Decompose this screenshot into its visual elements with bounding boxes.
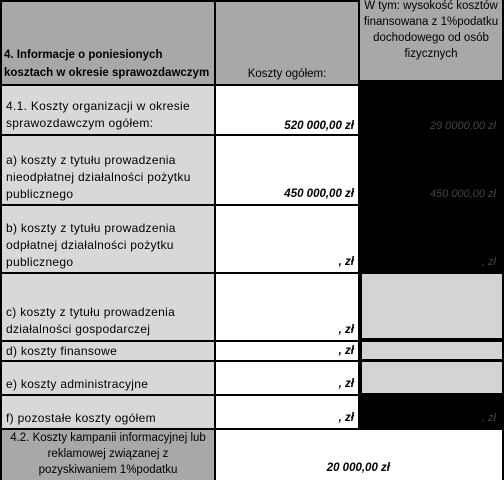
row-other-costs-share[interactable]: , zł bbox=[360, 396, 502, 428]
row-other-costs-label: f) pozostałe koszty ogółem bbox=[2, 396, 214, 428]
row-business-activity-label: c) koszty z tytułu prowadzenia działalności gospodarczej bbox=[2, 274, 214, 340]
row-total-costs-label: 4.1. Koszty organizacji w okresie sprawozdawczym ogółem: bbox=[2, 86, 214, 134]
row-admin-costs-share bbox=[362, 362, 502, 393]
row-business-activity-share bbox=[362, 274, 502, 338]
row-financial-costs-label: d) koszty finansowe bbox=[2, 342, 214, 360]
row-paid-activity-share[interactable]: , zł bbox=[360, 206, 502, 272]
row-paid-activity-value[interactable]: , zł bbox=[216, 206, 358, 272]
row-total-costs-value[interactable]: 520 000,00 zł bbox=[216, 86, 358, 134]
row-unpaid-activity-value[interactable]: 450 000,00 zł bbox=[216, 136, 358, 204]
header-tax-financed: W tym: wysokość kosztów finansowana z 1%podatku dochodowego od osób fizycznych bbox=[360, 0, 502, 80]
row-total-costs-share[interactable]: 29 0000,00 zł bbox=[360, 86, 502, 134]
row-campaign-costs-value[interactable]: 20 000,00 zł bbox=[216, 430, 502, 480]
header-costs-info: 4. Informacje o poniesionych kosztach w okresie sprawozdawczym bbox=[2, 2, 214, 84]
row-campaign-costs-label: 4.2. Koszty kampanii informacyjnej lub reklamowej związanej z pozyskiwaniem 1%podatku bbox=[2, 430, 214, 480]
row-unpaid-activity-share[interactable]: 450 000,00 zł bbox=[360, 136, 502, 204]
row-business-activity-value[interactable]: , zł bbox=[216, 274, 358, 340]
row-financial-costs-value[interactable]: , zł bbox=[216, 342, 358, 360]
row-financial-costs-share bbox=[362, 342, 502, 359]
row-unpaid-activity-label: a) koszty z tytułu prowadzenia nieodpłatnej działalności pożytku publicznego bbox=[2, 136, 214, 204]
row-paid-activity-label: b) koszty z tytułu prowadzenia odpłatnej działalności pożytku publicznego bbox=[2, 206, 214, 272]
header-total-costs: Koszty ogółem: bbox=[216, 2, 358, 84]
row-admin-costs-label: e) koszty administracyjne bbox=[2, 362, 214, 394]
row-admin-costs-value[interactable]: , zł bbox=[216, 362, 358, 394]
row-other-costs-value[interactable]: , zł bbox=[216, 396, 358, 428]
